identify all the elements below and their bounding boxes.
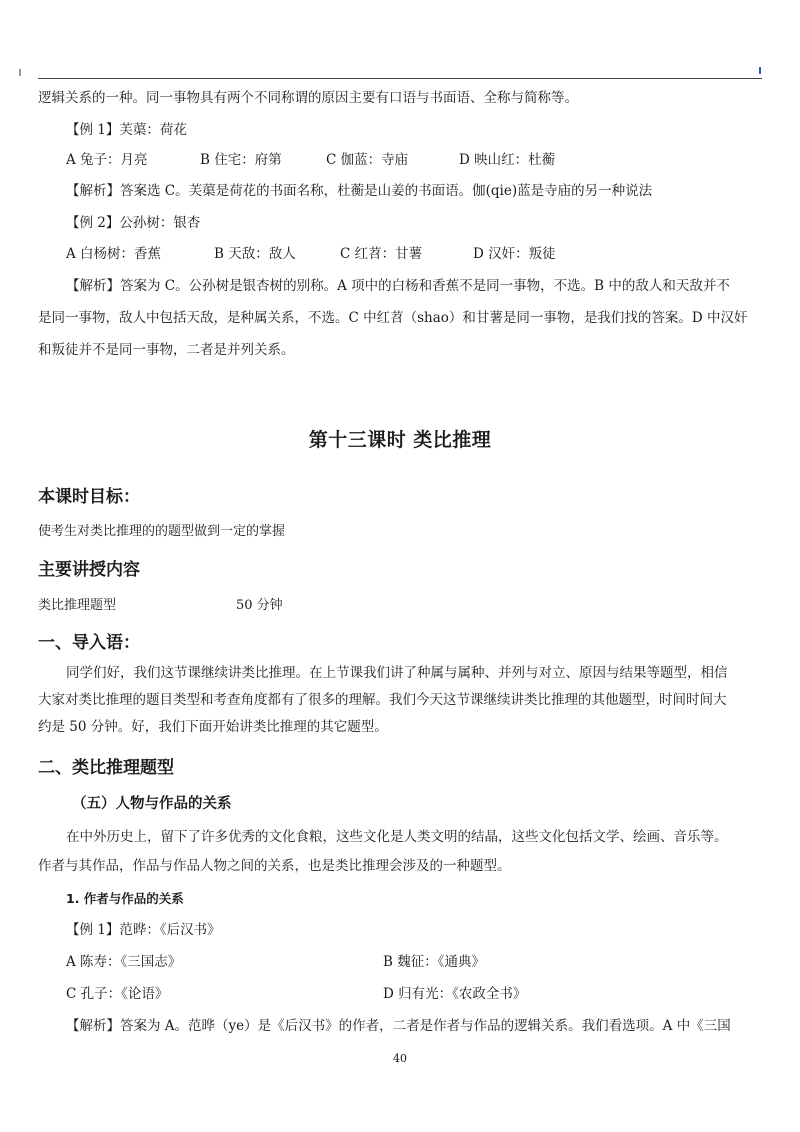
example-question: 【例 1】芙蕖：荷花 [66, 122, 187, 138]
example-analysis: 【解析】答案为 C。公孙树是银杏树的别称。A 项中的白杨和香蕉不是同一事物，不选。B 中的敌人和天敌并不 [66, 278, 730, 294]
option-d: D 汉奸：叛徒 [473, 246, 556, 262]
text-line: 是同一事物，敌人中包括天敌，是种属关系，不选。C 中红苕（shao）和甘薯是同一事物，是我们找的答案。D 中汉奸 [38, 310, 748, 326]
text-line: 同学们好，我们这节课继续讲类比推理。在上节课我们讲了种属与属种、并列与对立、原因与结果等题型，相信 [66, 665, 728, 681]
header-right-mark [759, 67, 761, 74]
header-rule [38, 78, 762, 79]
option-a: A 兔子：月亮 [66, 152, 148, 168]
page-title: 第十三课时 类比推理 [308, 429, 492, 451]
option-d: D 映山红：杜蘅 [459, 152, 556, 168]
example-question: 【例 2】公孙树：银杏 [66, 215, 201, 231]
text-line: 在中外历史上，留下了许多优秀的文化食粮，这些文化是人类文明的结晶，这些文化包括文学、绘画、音乐等。 [66, 829, 728, 845]
content-time: 50 分钟 [236, 598, 283, 613]
section-heading: 一、导入语： [38, 633, 140, 653]
option-a: A 白杨树：香蕉 [66, 246, 162, 262]
option-b: B 魏征：《通典》 [383, 954, 485, 970]
option-c: C 孔子：《论语》 [66, 986, 169, 1002]
text-line: 作者与其作品，作品与作品人物之间的关系，也是类比推理会涉及的一种题型。 [38, 858, 511, 874]
option-b: B 住宅：府第 [200, 152, 282, 168]
option-c: C 伽蓝：寺庙 [326, 152, 409, 168]
text-line: 约是 50 分钟。好，我们下面开始讲类比推理的其它题型。 [38, 719, 388, 735]
section-heading: 二、类比推理题型 [38, 758, 174, 778]
option-a: A 陈寿：《三国志》 [66, 954, 182, 970]
header-left-mark [19, 69, 21, 76]
option-b: B 天敌：敌人 [214, 246, 296, 262]
text-line: 使考生对类比推理的的题型做到一定的掌握 [38, 524, 286, 539]
subsection-heading: （五）人物与作品的关系 [72, 796, 232, 812]
section-heading: 本课时目标： [38, 487, 140, 507]
example-question: 【例 1】范晔：《后汉书》 [66, 922, 221, 938]
content-topic: 类比推理题型 [38, 598, 117, 613]
option-c: C 红苕：甘薯 [340, 246, 423, 262]
text-line: 大家对类比推理的题目类型和考查角度都有了很多的理解。我们今天这节课继续讲类比推理的其他题型，时间时间大 [38, 692, 727, 708]
page-number: 40 [393, 1052, 407, 1065]
text-line: 逻辑关系的一种。同一事物具有两个不同称谓的原因主要有口语与书面语、全称与简称等。 [38, 90, 578, 106]
example-analysis: 【解析】答案为 A。范晔（ye）是《后汉书》的作者，二者是作者与作品的逻辑关系。我们看选项。A 中《三国 [66, 1018, 731, 1034]
section-heading: 主要讲授内容 [38, 560, 140, 580]
example-analysis: 【解析】答案选 C。芙蕖是荷花的书面名称，杜蘅是山姜的书面语。伽(qie)蓝是寺庙的另一种说法 [66, 183, 653, 199]
text-line: 和叛徒并不是同一事物，二者是并列关系。 [38, 342, 295, 358]
option-d: D 归有光：《农政全书》 [383, 986, 527, 1002]
item-heading: 1. 作者与作品的关系 [66, 891, 184, 906]
